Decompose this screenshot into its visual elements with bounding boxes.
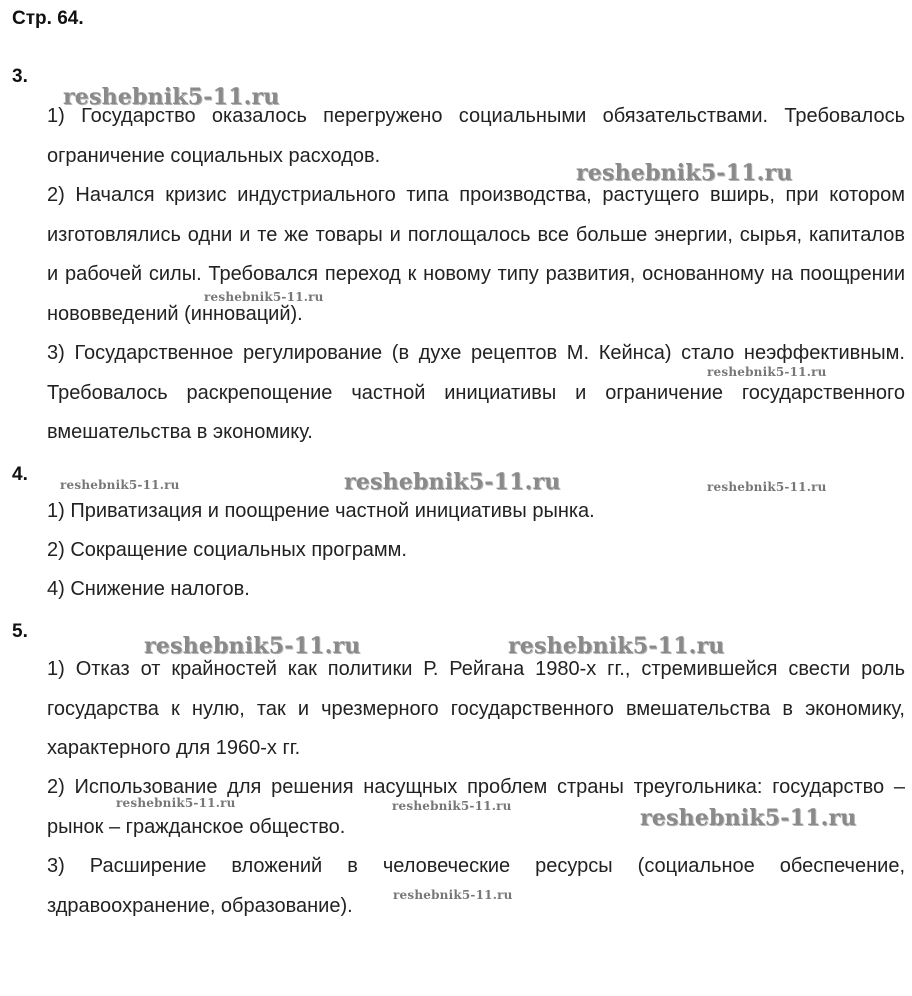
watermark: reshebnik5-11.ru bbox=[392, 799, 512, 813]
section-5-item-2: 2) Использование для решения насущных проблем страны треугольника: государство – рынок – гражданское общество. bbox=[47, 776, 905, 838]
section-5-item-3: 3) Расширение вложений в человеческие ресурсы (социальное обеспечение, здравоохранение, образование). bbox=[47, 855, 905, 917]
page-title: Стр. 64. bbox=[12, 8, 84, 29]
section-4-item-3: 4) Снижение налогов. bbox=[47, 578, 250, 600]
section-4-item-2: 2) Сокращение социальных программ. bbox=[47, 539, 407, 561]
watermark: reshebnik5-11.ru bbox=[707, 365, 827, 379]
section-5-item-1: 1) Отказ от крайностей как политики Р. Рейгана 1980-х гг., стремившейся свести роль государства к нулю, так и чрезмерного государственного вмешательства в экономику, характерного для 1960-х гг. bbox=[47, 658, 905, 759]
watermark: reshebnik5-11.ru bbox=[344, 469, 561, 495]
watermark: reshebnik5-11.ru bbox=[707, 480, 827, 494]
watermark: reshebnik5-11.ru bbox=[393, 888, 513, 902]
section-3-item-3: 3) Государственное регулирование (в духе рецептов М. Кейнса) стало неэффективным. Требовалось раскрепощение частной инициативы и ограничение государственного вмешательства в экономику. bbox=[47, 342, 905, 443]
section-number-4: 4. bbox=[12, 464, 28, 485]
section-3-item-2: 2) Начался кризис индустриального типа производства, растущего вширь, при котором изготовлялись одни и те же товары и поглощалось все больше энергии, сырья, капиталов и рабочей силы. Требовался переход к новому типу развития, основанному на поощрении нововведений (инноваций). bbox=[47, 184, 905, 325]
section-3-item-1: 1) Государство оказалось перегружено социальными обязательствами. Требовалось ограничение социальных расходов. bbox=[47, 105, 905, 167]
watermark: reshebnik5-11.ru bbox=[640, 805, 857, 831]
watermark: reshebnik5-11.ru bbox=[204, 290, 324, 304]
section-4-item-1: 1) Приватизация и поощрение частной инициативы рынка. bbox=[47, 500, 595, 522]
section-number-3: 3. bbox=[12, 66, 28, 87]
watermark: reshebnik5-11.ru bbox=[63, 84, 280, 110]
watermark: reshebnik5-11.ru bbox=[116, 796, 236, 810]
watermark: reshebnik5-11.ru bbox=[576, 160, 793, 186]
watermark: reshebnik5-11.ru bbox=[508, 633, 725, 659]
watermark: reshebnik5-11.ru bbox=[60, 478, 180, 492]
section-number-5: 5. bbox=[12, 621, 28, 642]
watermark: reshebnik5-11.ru bbox=[144, 633, 361, 659]
